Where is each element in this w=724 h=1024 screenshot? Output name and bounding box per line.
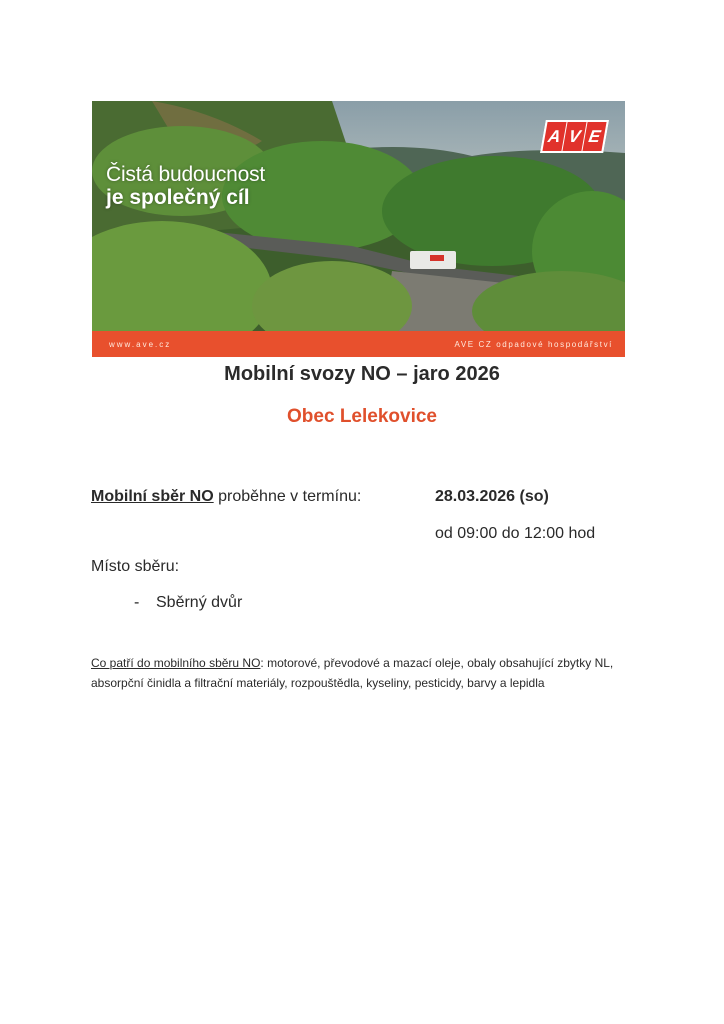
collection-time: od 09:00 do 12:00 hod <box>435 525 596 542</box>
ave-logo-letter: A <box>542 122 566 151</box>
list-bullet-dash: - <box>134 594 140 611</box>
ave-banner <box>92 101 625 357</box>
schedule-label-rest: proběhne v termínu: <box>213 488 362 505</box>
accepted-waste-text: : motorové, převodové a mazací oleje, obaly obsahující zbytky NL, absorpční činidla a filtrační materiály, rozpouštědla, kyseliny, pesticidy, barvy a lepidla <box>91 656 614 690</box>
ave-logo <box>540 120 609 153</box>
schedule-label-underlined: Mobilní sběr NO <box>91 488 214 505</box>
banner-headline-line2: je společný cíl <box>106 186 250 210</box>
ave-logo-letter: V <box>562 122 586 151</box>
accepted-waste-note <box>91 653 651 693</box>
accepted-waste-label: Co patří do mobilního sběru NO <box>91 656 261 670</box>
collection-date: 28.03.2026 (so) <box>435 488 549 505</box>
ave-logo-letter: E <box>582 122 606 151</box>
banner-footer-bar <box>92 331 625 357</box>
banner-headline-line1: Čistá budoucnost <box>106 163 266 186</box>
banner-headline <box>106 163 265 209</box>
schedule-label <box>91 488 361 506</box>
municipality-subtitle: Obec Lelekovice <box>287 406 437 427</box>
page-title: Mobilní svozy NO – jaro 2026 <box>224 363 500 385</box>
banner-tagline: AVE CZ odpadové hospodářství <box>454 340 613 349</box>
banner-url: www.ave.cz <box>109 340 172 349</box>
location-item: Sběrný dvůr <box>156 594 243 611</box>
location-label: Místo sběru: <box>91 558 180 575</box>
